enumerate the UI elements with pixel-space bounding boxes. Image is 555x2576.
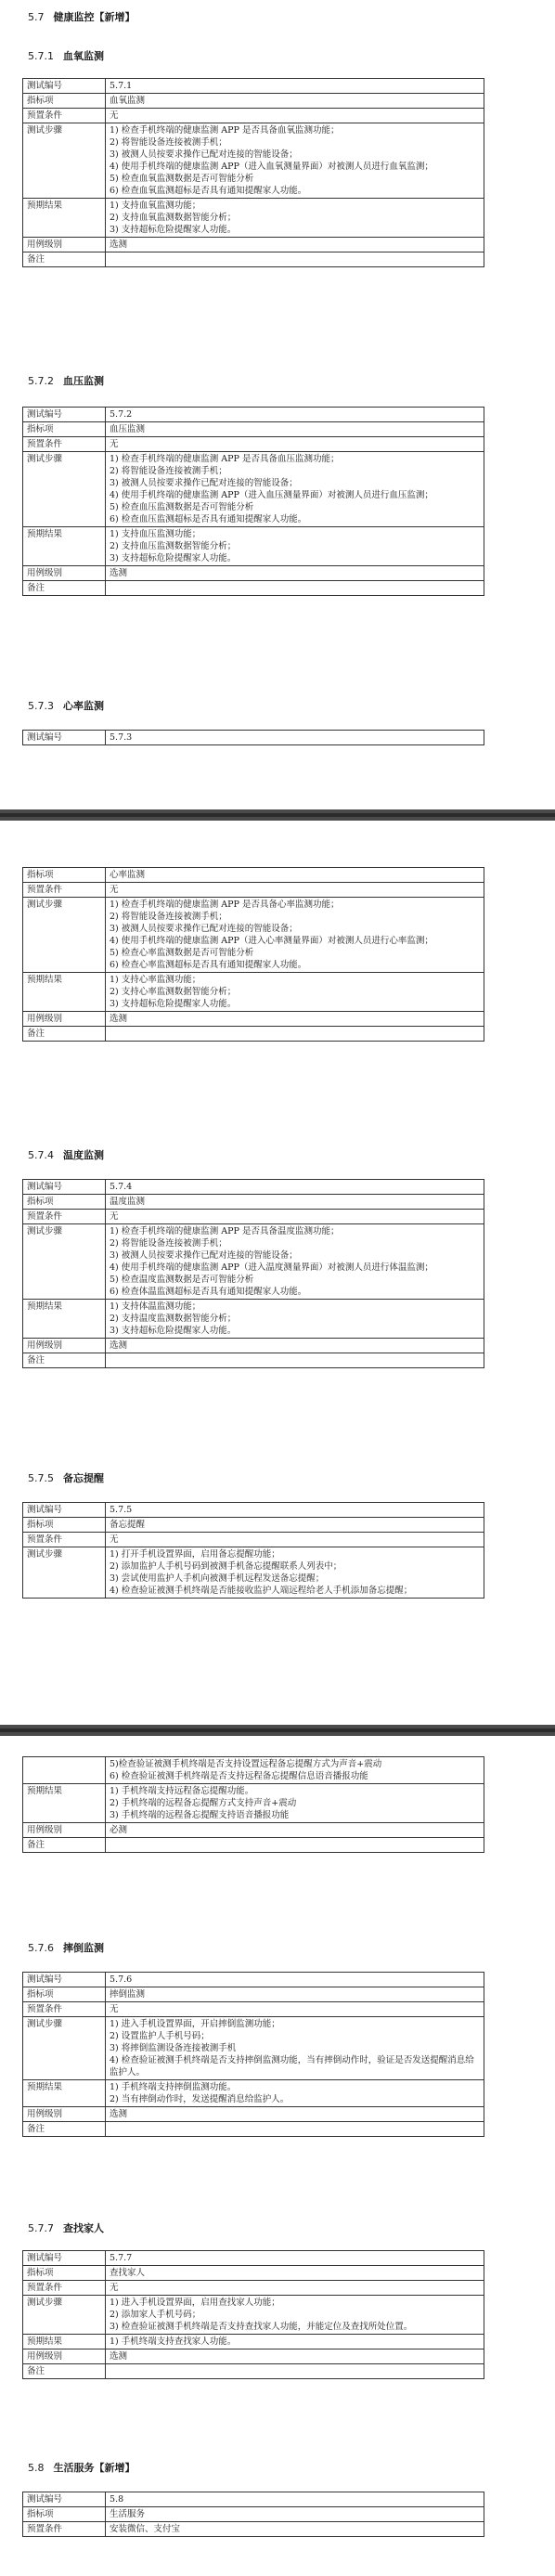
steps-cell: 1) 检查手机终端的健康监测 APP 是否具备温度监测功能； 2) 将智能设备连接被测手机； 3) 被测人员按要求操作已配对连接的智能设备； 4) 使用手机终端的健康监测 APP（进入温度测量界面）对被测人员进行体温监测； 5) 检查温度监测数据是否可智能分析 6) 检查体温监测超标是否具有通知提醒家人功能。 [106, 1224, 484, 1300]
subsection-heading: 5.7.6 摔倒监测 [28, 1942, 104, 1954]
steps-cell: 1) 检查手机终端的健康监测 APP 是否具备心率监测功能； 2) 将智能设备连接被测手机； 3) 被测人员按要求操作已配对连接的智能设备； 4) 使用手机终端的健康监测 APP（进入心率测量界面）对被测人员进行心率监测； 5) 检查心率监测数据是否可智能分析 6) 检查心率监测超标是否具有通知提醒家人功能。 [106, 898, 484, 973]
test-table-fall-detection: 测试编号 5.7.6 指标项 摔倒监测 预置条件 无 测试步骤 1) 进入手机设置界面，开启摔倒监测功能； 2) 设置监护人手机号码； 3) 将摔倒监测设备连接被测手机 4) 检查验证被测手机终端是否支持摔倒监测功能，当有摔倒动作时，验证是否发送提醒消息给监护人。 预期结果 1) 手机终端支持摔倒监测功能。 2) 当有摔倒动作时，发送提醒消息给监护人。 用例级别 选测 备注 [22, 1972, 484, 2137]
steps-cell: 5)检查验证被测手机终端是否支持设置远程备忘提醒方式为声音+震动 6) 检查验证被测手机终端是否支持远程备忘提醒信息语音播报功能 [106, 1757, 484, 1784]
section-heading: 5.8 生活服务【新增】 [28, 2462, 136, 2474]
test-table-heart-rate-part1: 测试编号 5.7.3 [22, 730, 484, 745]
subsection-heading: 5.7.7 查找家人 [28, 2222, 104, 2234]
test-table-temperature: 测试编号 5.7.4 指标项 温度监测 预置条件 无 测试步骤 1) 检查手机终端的健康监测 APP 是否具备温度监测功能； 2) 将智能设备连接被测手机； 3) 被测人员按要求操作已配对连接的智能设备； 4) 使用手机终端的健康监测 APP（进入温度测量界面）对被测人员进行体温监测； 5) 检查温度监测数据是否可智能分析 6) 检查体温监测超标是否具有通知提醒家人功能。 预期结果 1) 支持体温监测功能； 2) 支持温度监测数据智能分析； 3) 支持超标危险提醒家人功能。 用例级别 选测 备注 [22, 1179, 484, 1368]
test-table-memo-part1: 测试编号 5.7.5 指标项 备忘提醒 预置条件 无 测试步骤 1) 打开手机设置界面，启用备忘提醒功能； 2) 添加监护人手机号码到被测手机备忘提醒联系人列表中； 3) 尝试使用监护人手机向被测手机远程发送备忘提醒； 4) 检查验证被测手机终端是否能接收监护人端远程给老人手机添加备忘提醒； [22, 1502, 484, 1599]
page-1 [0, 0, 555, 808]
test-table-heart-rate-part2: 指标项 心率监测 预置条件 无 测试步骤 1) 检查手机终端的健康监测 APP 是否具备心率监测功能； 2) 将智能设备连接被测手机； 3) 被测人员按要求操作已配对连接的智能设备； 4) 使用手机终端的健康监测 APP（进入心率测量界面）对被测人员进行心率监测； 5) 检查心率监测数据是否可智能分析 6) 检查心率监测超标是否具有通知提醒家人功能。 预期结果 1) 支持心率监测功能； 2) 支持心率监测数据智能分析； 3) 支持超标危险提醒家人功能。 用例级别 选测 备注 [22, 867, 484, 1042]
page-separator [0, 809, 555, 821]
subsection-heading: 5.7.4 温度监测 [28, 1149, 104, 1161]
page-3 [0, 1738, 555, 2576]
steps-cell: 1) 检查手机终端的健康监测 APP 是否具备血压监测功能； 2) 将智能设备连接被测手机； 3) 被测人员按要求操作已配对连接的智能设备； 4) 使用手机终端的健康监测 APP（进入血压测量界面）对被测人员进行血压监测； 5) 检查血压监测数据是否可智能分析 6) 检查血压监测超标是否具有通知提醒家人功能。 [106, 452, 484, 527]
steps-cell: 1) 打开手机设置界面，启用备忘提醒功能； 2) 添加监护人手机号码到被测手机备忘提醒联系人列表中； 3) 尝试使用监护人手机向被测手机远程发送备忘提醒； 4) 检查验证被测手机终端是否能接收监护人端远程给老人手机添加备忘提醒； [106, 1547, 484, 1599]
subsection-heading: 5.7.2 血压监测 [28, 375, 104, 387]
test-table-memo-part2: 5)检查验证被测手机终端是否支持设置远程备忘提醒方式为声音+震动 6) 检查验证被测手机终端是否支持远程备忘提醒信息语音播报功能 预期结果 1) 手机终端支持远程备忘提醒功能。 2) 手机终端的远程备忘提醒方式支持声音+震动 3) 手机终端的远程备忘提醒支持语音播报功能 用例级别 必测 备注 [22, 1756, 484, 1853]
test-table-find-family: 测试编号 5.7.7 指标项 查找家人 预置条件 无 测试步骤 1) 进入手机设置界面，启用查找家人功能； 2) 添加家人手机号码； 3) 检查验证被测手机终端是否支持查找家人功能，并能定位及查找所处位置。 预期结果 1) 手机终端支持查找家人功能。 用例级别 选测 备注 [22, 2250, 484, 2379]
subsection-heading: 5.7.5 备忘提醒 [28, 1472, 104, 1484]
steps-cell: 1) 进入手机设置界面，开启摔倒监测功能； 2) 设置监护人手机号码； 3) 将摔倒监测设备连接被测手机 4) 检查验证被测手机终端是否支持摔倒监测功能，当有摔倒动作时，验证是否发送提醒消息给监护人。 [106, 2017, 484, 2080]
test-table-blood-oxygen: 测试编号 5.7.1 指标项 血氧监测 预置条件 无 测试步骤 1) 检查手机终端的健康监测 APP 是否具备血氧监测功能； 2) 将智能设备连接被测手机； 3) 被测人员按要求操作已配对连接的智能设备； 4) 使用手机终端的健康监测 APP（进入血氧测量界面）对被测人员进行血氧监测； 5) 检查血氧监测数据是否可智能分析 6) 检查血氧监测超标是否具有通知提醒家人功能。 预期结果 1) 支持血氧监测功能； 2) 支持血氧监测数据智能分析； 3) 支持超标危险提醒家人功能。 用例级别 选测 备注 [22, 78, 484, 267]
expect-cell: 1) 支持体温监测功能； 2) 支持温度监测数据智能分析； 3) 支持超标危险提醒家人功能。 [106, 1300, 484, 1339]
expect-cell: 1) 支持心率监测功能； 2) 支持心率监测数据智能分析； 3) 支持超标危险提醒家人功能。 [106, 973, 484, 1012]
subsection-heading: 5.7.1 血氧监测 [28, 50, 104, 62]
test-table-life-services: 测试编号 5.8 指标项 生活服务 预置条件 安装微信、支付宝 [22, 2492, 484, 2537]
subsection-heading: 5.7.3 心率监测 [28, 700, 104, 712]
expect-cell: 1) 手机终端支持远程备忘提醒功能。 2) 手机终端的远程备忘提醒方式支持声音+震动 3) 手机终端的远程备忘提醒支持语音播报功能 [106, 1784, 484, 1823]
page-2 [0, 822, 555, 1723]
page-separator [0, 1725, 555, 1736]
expect-cell: 1) 支持血氧监测功能； 2) 支持血氧监测数据智能分析； 3) 支持超标危险提醒家人功能。 [106, 199, 484, 238]
steps-cell: 1) 进入手机设置界面，启用查找家人功能； 2) 添加家人手机号码； 3) 检查验证被测手机终端是否支持查找家人功能，并能定位及查找所处位置。 [106, 2296, 484, 2335]
steps-cell: 1) 检查手机终端的健康监测 APP 是否具备血氧监测功能； 2) 将智能设备连接被测手机； 3) 被测人员按要求操作已配对连接的智能设备； 4) 使用手机终端的健康监测 APP（进入血氧测量界面）对被测人员进行血氧监测； 5) 检查血氧监测数据是否可智能分析 6) 检查血氧监测超标是否具有通知提醒家人功能。 [106, 123, 484, 199]
test-table-blood-pressure: 测试编号 5.7.2 指标项 血压监测 预置条件 无 测试步骤 1) 检查手机终端的健康监测 APP 是否具备血压监测功能； 2) 将智能设备连接被测手机； 3) 被测人员按要求操作已配对连接的智能设备； 4) 使用手机终端的健康监测 APP（进入血压测量界面）对被测人员进行血压监测； 5) 检查血压监测数据是否可智能分析 6) 检查血压监测超标是否具有通知提醒家人功能。 预期结果 1) 支持血压监测功能； 2) 支持血压监测数据智能分析； 3) 支持超标危险提醒家人功能。 用例级别 选测 备注 [22, 407, 484, 596]
expect-cell: 1) 手机终端支持摔倒监测功能。 2) 当有摔倒动作时，发送提醒消息给监护人。 [106, 2080, 484, 2107]
section-heading: 5.7 健康监控【新增】 [28, 11, 136, 23]
expect-cell: 1) 支持血压监测功能； 2) 支持血压监测数据智能分析； 3) 支持超标危险提醒家人功能。 [106, 527, 484, 566]
